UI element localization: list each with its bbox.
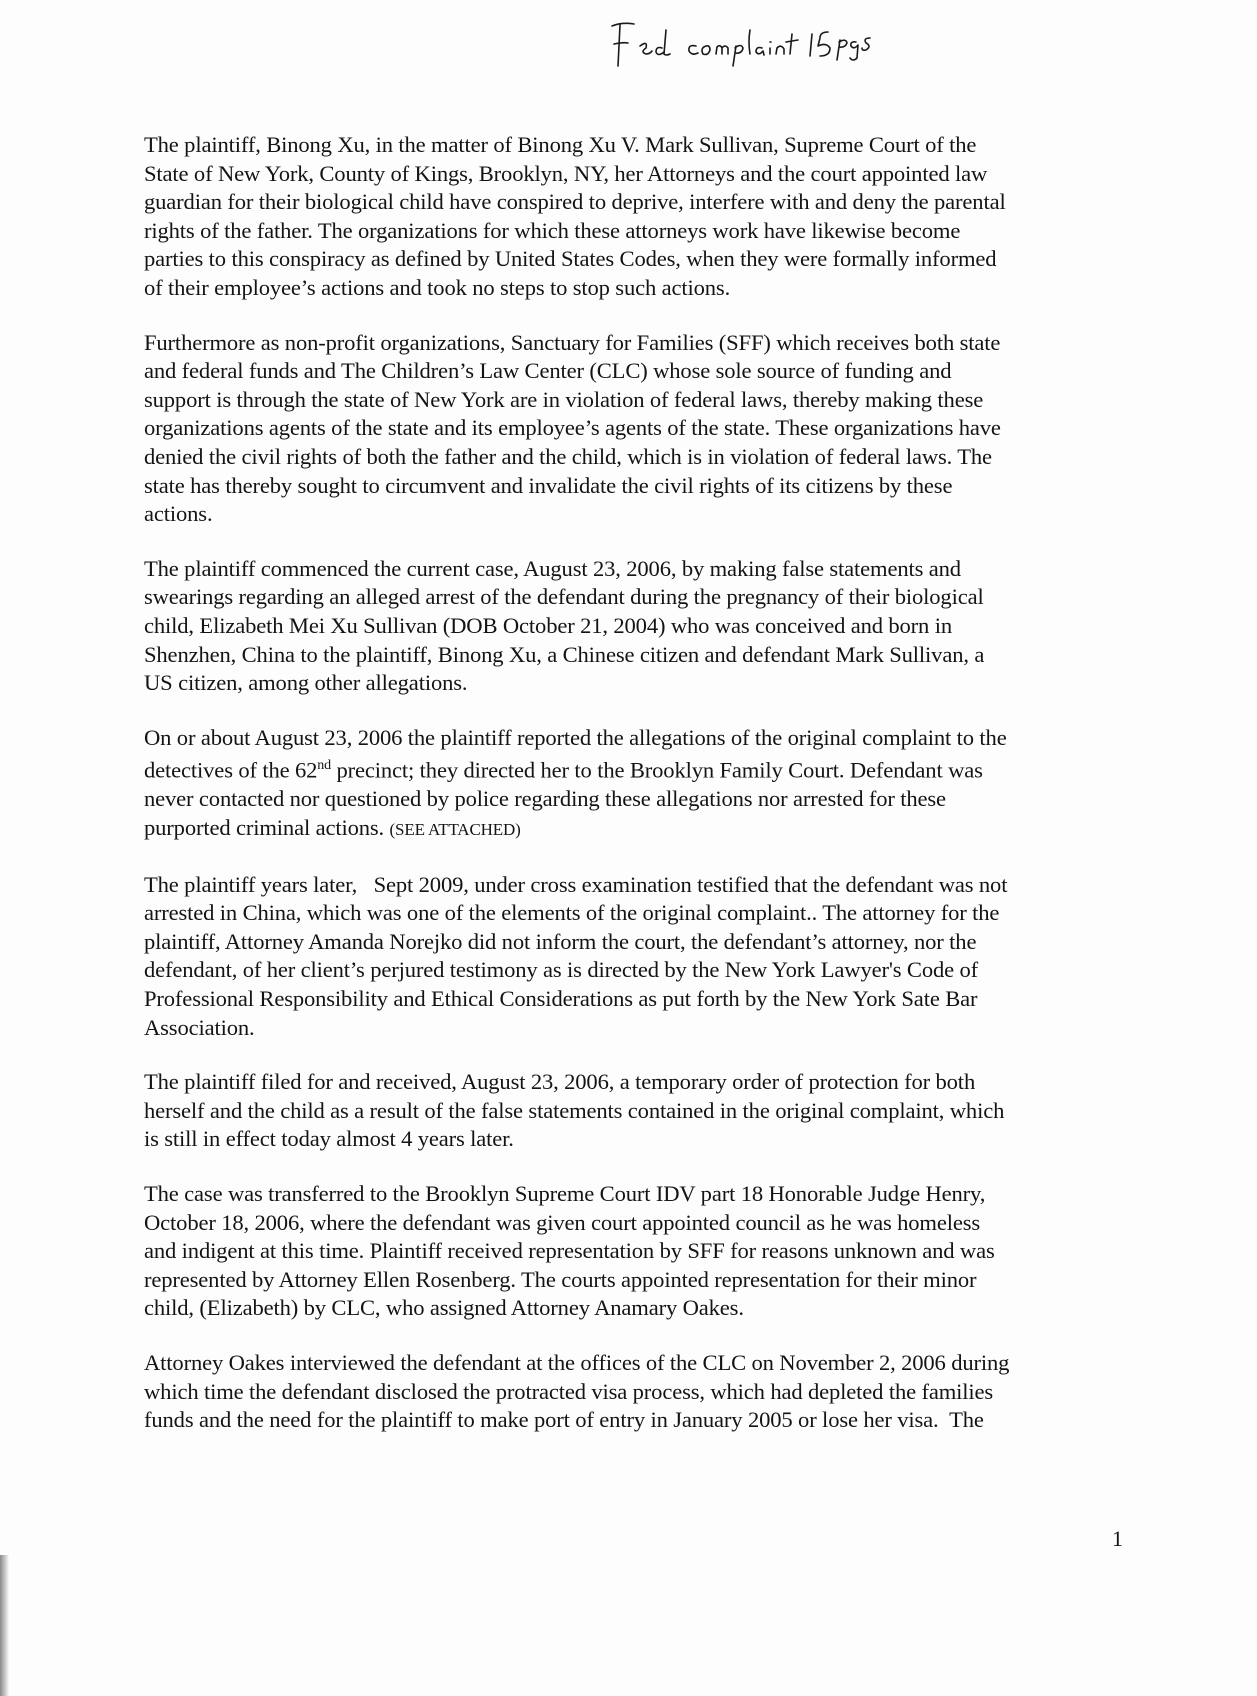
page-number: 1 [1112, 1526, 1123, 1551]
text-line: herself and the child as a result of the false statements contained in the original complaint, which [144, 1097, 1005, 1123]
text-line: state has thereby sought to circumvent and invalidate the civil rights of its citizens by these [144, 472, 953, 498]
text-line: is still in effect today almost 4 years later. [144, 1126, 514, 1152]
paragraph-7 [144, 1180, 1134, 1323]
text-line: funds and the need for the plaintiff to make port of entry in January 2005 or lose her visa. The [144, 1407, 984, 1433]
text-line: Professional Responsibility and Ethical Considerations as put forth by the New York Sate Bar [144, 985, 978, 1011]
text-line-precinct [144, 752, 1134, 785]
text-line: which time the defendant disclosed the protracted visa process, which had depleted the families [144, 1378, 994, 1404]
text-line: The case was transferred to the Brooklyn Supreme Court IDV part 18 Honorable Judge Henry, [144, 1180, 986, 1206]
text-line: Furthermore as non-profit organizations, Sanctuary for Families (SFF) which receives both state [144, 329, 1001, 355]
text-line: parties to this conspiracy as defined by United States Codes, when they were formally informed [144, 246, 997, 272]
criminal-actions-text: purported criminal actions. [144, 815, 390, 840]
text-line: Attorney Oakes interviewed the defendant at the offices of the CLC on November 2, 2006 during [144, 1349, 1010, 1375]
precinct-text-start: detectives of the 62 [144, 757, 318, 783]
paragraph-1 [144, 131, 1134, 303]
text-line: Shenzhen, China to the plaintiff, Binong Xu, a Chinese citizen and defendant Mark Sullivan, a [144, 641, 985, 667]
handwritten-note-signature [600, 8, 930, 78]
text-line: never contacted nor questioned by police regarding these allegations nor arrested for these [144, 786, 946, 812]
text-line: rights of the father. The organizations for which these attorneys work have likewise become [144, 217, 961, 243]
precinct-text-end: precinct; they directed her to the Brooklyn Family Court. Defendant was [331, 757, 983, 783]
text-line: child, (Elizabeth) by CLC, who assigned Attorney Anamary Oakes. [144, 1295, 744, 1321]
text-line: The plaintiff commenced the current case, August 23, 2006, by making false statements and [144, 555, 961, 581]
text-line: The plaintiff years later, Sept 2009, under cross examination testified that the defendant was not [144, 871, 1008, 897]
text-line: child, Elizabeth Mei Xu Sullivan (DOB October 21, 2004) who was conceived and born in [144, 612, 952, 638]
text-line: and indigent at this time. Plaintiff received representation by SFF for reasons unknown and was [144, 1238, 995, 1264]
text-line: swearings regarding an alleged arrest of the defendant during the pregnancy of their biological [144, 584, 984, 610]
scan-edge-shadow [0, 1555, 9, 1696]
ordinal-suffix: nd [317, 758, 331, 774]
text-line: US citizen, among other allegations. [144, 670, 468, 696]
paragraph-4 [144, 724, 1134, 845]
text-line: organizations agents of the state and its employee’s agents of the state. These organizations have [144, 415, 1001, 441]
text-line: guardian for their biological child have conspired to deprive, interfere with and deny the parental [144, 189, 1006, 215]
text-line: Association. [144, 1014, 255, 1040]
text-line: and federal funds and The Children’s Law Center (CLC) whose sole source of funding and [144, 358, 952, 384]
text-line: represented by Attorney Ellen Rosenberg. The courts appointed representation for their minor [144, 1266, 977, 1292]
text-line: defendant, of her client’s perjured testimony as is directed by the New York Lawyer's Code of [144, 957, 979, 983]
text-line: On or about August 23, 2006 the plaintiff reported the allegations of the original complaint to the [144, 724, 1007, 750]
text-line: October 18, 2006, where the defendant was given court appointed council as he was homeless [144, 1209, 981, 1235]
text-line: State of New York, County of Kings, Brooklyn, NY, her Attorneys and the court appointed law [144, 160, 988, 186]
complaint-body [144, 131, 1134, 1461]
text-line: denied the civil rights of both the father and the child, which is in violation of federal laws. The [144, 443, 992, 469]
text-line: actions. [144, 501, 213, 527]
paragraph-8 [144, 1349, 1134, 1435]
text-line: arrested in China, which was one of the elements of the original complaint.. The attorney for the [144, 900, 1000, 926]
text-line-attached [144, 814, 1134, 845]
paragraph-5 [144, 871, 1134, 1043]
paragraph-6 [144, 1068, 1134, 1154]
text-line: plaintiff, Attorney Amanda Norejko did not inform the court, the defendant’s attorney, nor the [144, 928, 977, 954]
text-line: The plaintiff, Binong Xu, in the matter of Binong Xu V. Mark Sullivan, Supreme Court of the [144, 132, 977, 157]
paragraph-2 [144, 329, 1134, 529]
text-line: of their employee’s actions and took no steps to stop such actions. [144, 274, 731, 300]
text-line: The plaintiff filed for and received, August 23, 2006, a temporary order of protection for both [144, 1069, 976, 1095]
see-attached-note: (SEE ATTACHED) [389, 820, 521, 839]
paragraph-3 [144, 555, 1134, 698]
text-line: support is through the state of New York are in violation of federal laws, thereby making these [144, 386, 984, 412]
